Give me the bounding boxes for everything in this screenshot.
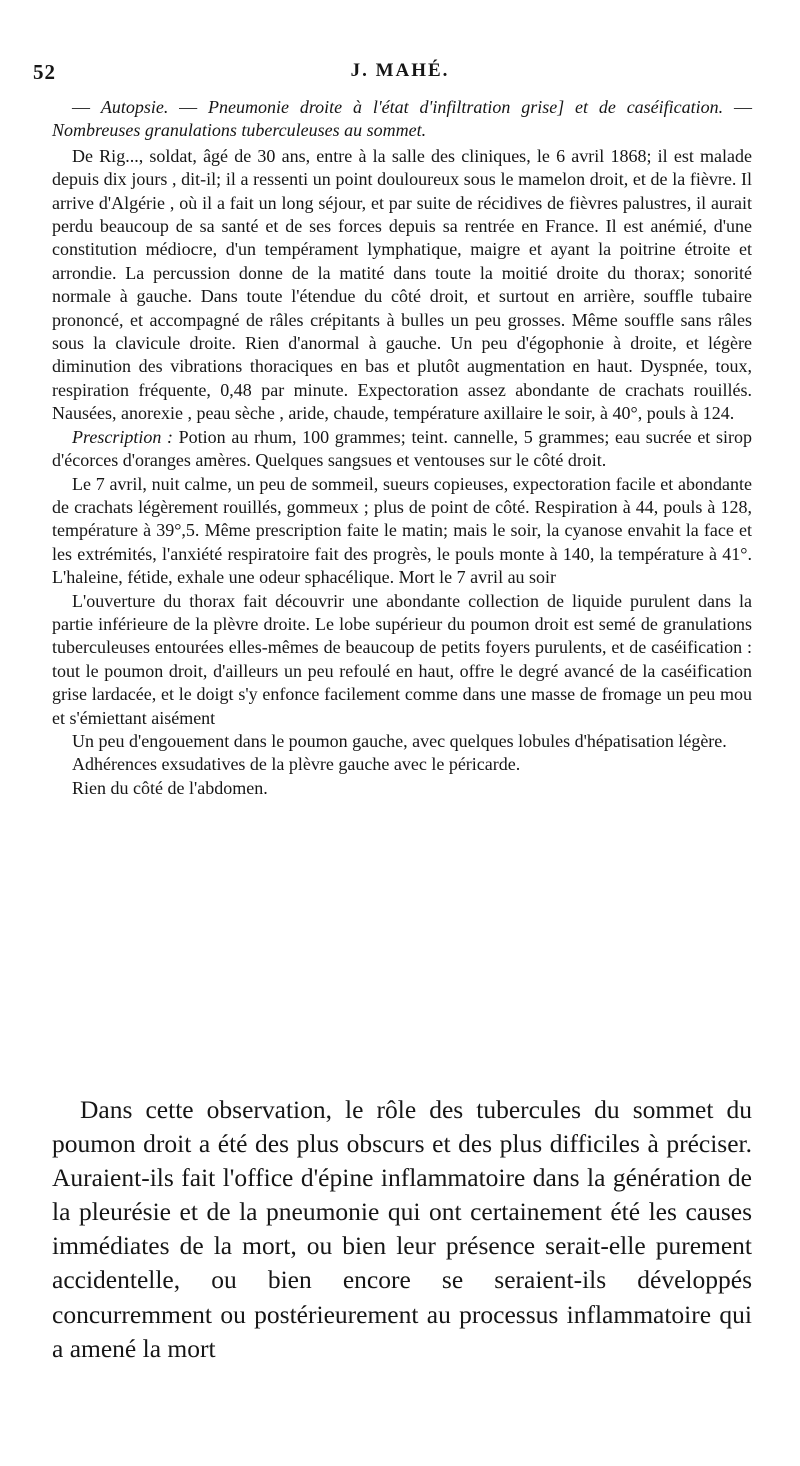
april-7-paragraph: Le 7 avril, nuit calme, un peu de sommeil, sueurs copieuses, expectoration facile et abondante de crachats légèrement rouillés, gommeux ; plus de point de côté. Respiration à 44, pouls à 128, température à 39°,5. Même prescription faite le matin; mais le soir, la cyanose envahit la face et les extrémités, l'anxiété respiratoire fait des progrès, le pouls monte à 140, la température à 41°. L'haleine, fétide, exhale une odeur sphacélique. Mort le 7 avril au soir — [52, 473, 752, 588]
prescription-text: Potion au rhum, 100 grammes; teint. cannelle, 5 grammes; eau sucrée et sirop d'écorces d'oranges amères. Quelques sangsues et ventouses sur le côté droit. — [52, 426, 752, 471]
heading-dash: — — [72, 97, 101, 117]
page-number: 52 — [33, 60, 56, 84]
heading-granulations: Nombreuses granulations tuberculeuses au sommet. — [52, 120, 427, 141]
heading-pneumonie: Pneumonie droite à l'état d'infiltration grise] et de caséification. — [208, 97, 724, 117]
thorax-findings-paragraph: L'ouverture du thorax fait découvrir une abondante collection de liquide purulent dans la partie inférieure de la plèvre droite. Le lobe supérieur du poumon droit est semé de granulations tuberculeuses entourées elles-mêmes de beaucoup de petits foyers purulents, et de caséification : tout le poumon droit, d'ailleurs un peu refoulé en haut, offre le degré avancé de la caséification grise lardacée, et le doigt s'y enfonce facilement comme dans une masse de fromage un peu mou et s'émiettant aisément — [52, 590, 752, 728]
case-report — [52, 96, 752, 800]
running-head: J. MAHÉ. — [350, 60, 450, 81]
adhesions-paragraph: Adhérences exsudatives de la plèvre gauche avec le péricarde. — [72, 754, 521, 775]
autopsy-heading — [52, 96, 752, 143]
case-history-paragraph: De Rig..., soldat, âgé de 30 ans, entre à la salle des cliniques, le 6 avril 1868; il est malade depuis dix jours , dit-il; il a ressenti un point douloureux sous le mamelon droit, et de la fièvre. Il arrive d'Algérie , où il a fait un long séjour, et par suite de récidives de fièvres palustres, il aurait perdu beaucoup de sa santé et de ses forces depuis sa rentrée en France. Il est anémié, d'une constitution médiocre, d'un tempérament lymphatique, maigre et ayant la poitrine étroite et arrondie. La percussion donne de la matité dans toute la moitié droite du thorax; sonorité normale à gauche. Dans toute l'étendue du côté droit, et surtout en arrière, souffle tubaire prononcé, et accompagné de râles crépitants à bulles un peu grosses. Même souffle sans râles sous la clavicule droite. Rien d'anormal à gauche. Un peu d'égophonie à droite, et légère diminution des vibrations thoraciques en bas et plutôt augmentation en haut. Dyspnée, toux, respiration fréquente, 0,48 par minute. Expectoration assez abondante de crachats rouillés. Nausées, anorexie , peau sèche , aride, chaude, température axillaire le soir, à 40°, pouls à 124. — [52, 145, 752, 424]
heading-dash: — — [723, 97, 753, 117]
heading-autopsie: Autopsie. — [100, 97, 169, 117]
prescription-label: Prescription : — [72, 426, 173, 447]
abdomen-paragraph: Rien du côté de l'abdomen. — [72, 777, 268, 798]
page-header — [0, 54, 800, 94]
left-lung-paragraph: Un peu d'engouement dans le poumon gauche, avec quelques lobules d'hépatisation légère. — [72, 730, 727, 751]
discussion — [52, 1093, 752, 1366]
heading-dash: — — [168, 97, 209, 117]
discussion-paragraph: Dans cette observation, le rôle des tubercules du sommet du poumon droit a été des plus obscurs et des plus difficiles à préciser. Auraient-ils fait l'office d'épine inflammatoire dans la génération de la pleurésie et de la pneumonie qui ont certainement été les causes immédiates de la mort, ou bien leur présence serait-elle purement accidentelle, ou bien encore se seraient-ils développés concurremment ou postérieurement au processus inflammatoire qui a amené la mort — [52, 1095, 752, 1363]
prescription-paragraph — [52, 426, 752, 473]
